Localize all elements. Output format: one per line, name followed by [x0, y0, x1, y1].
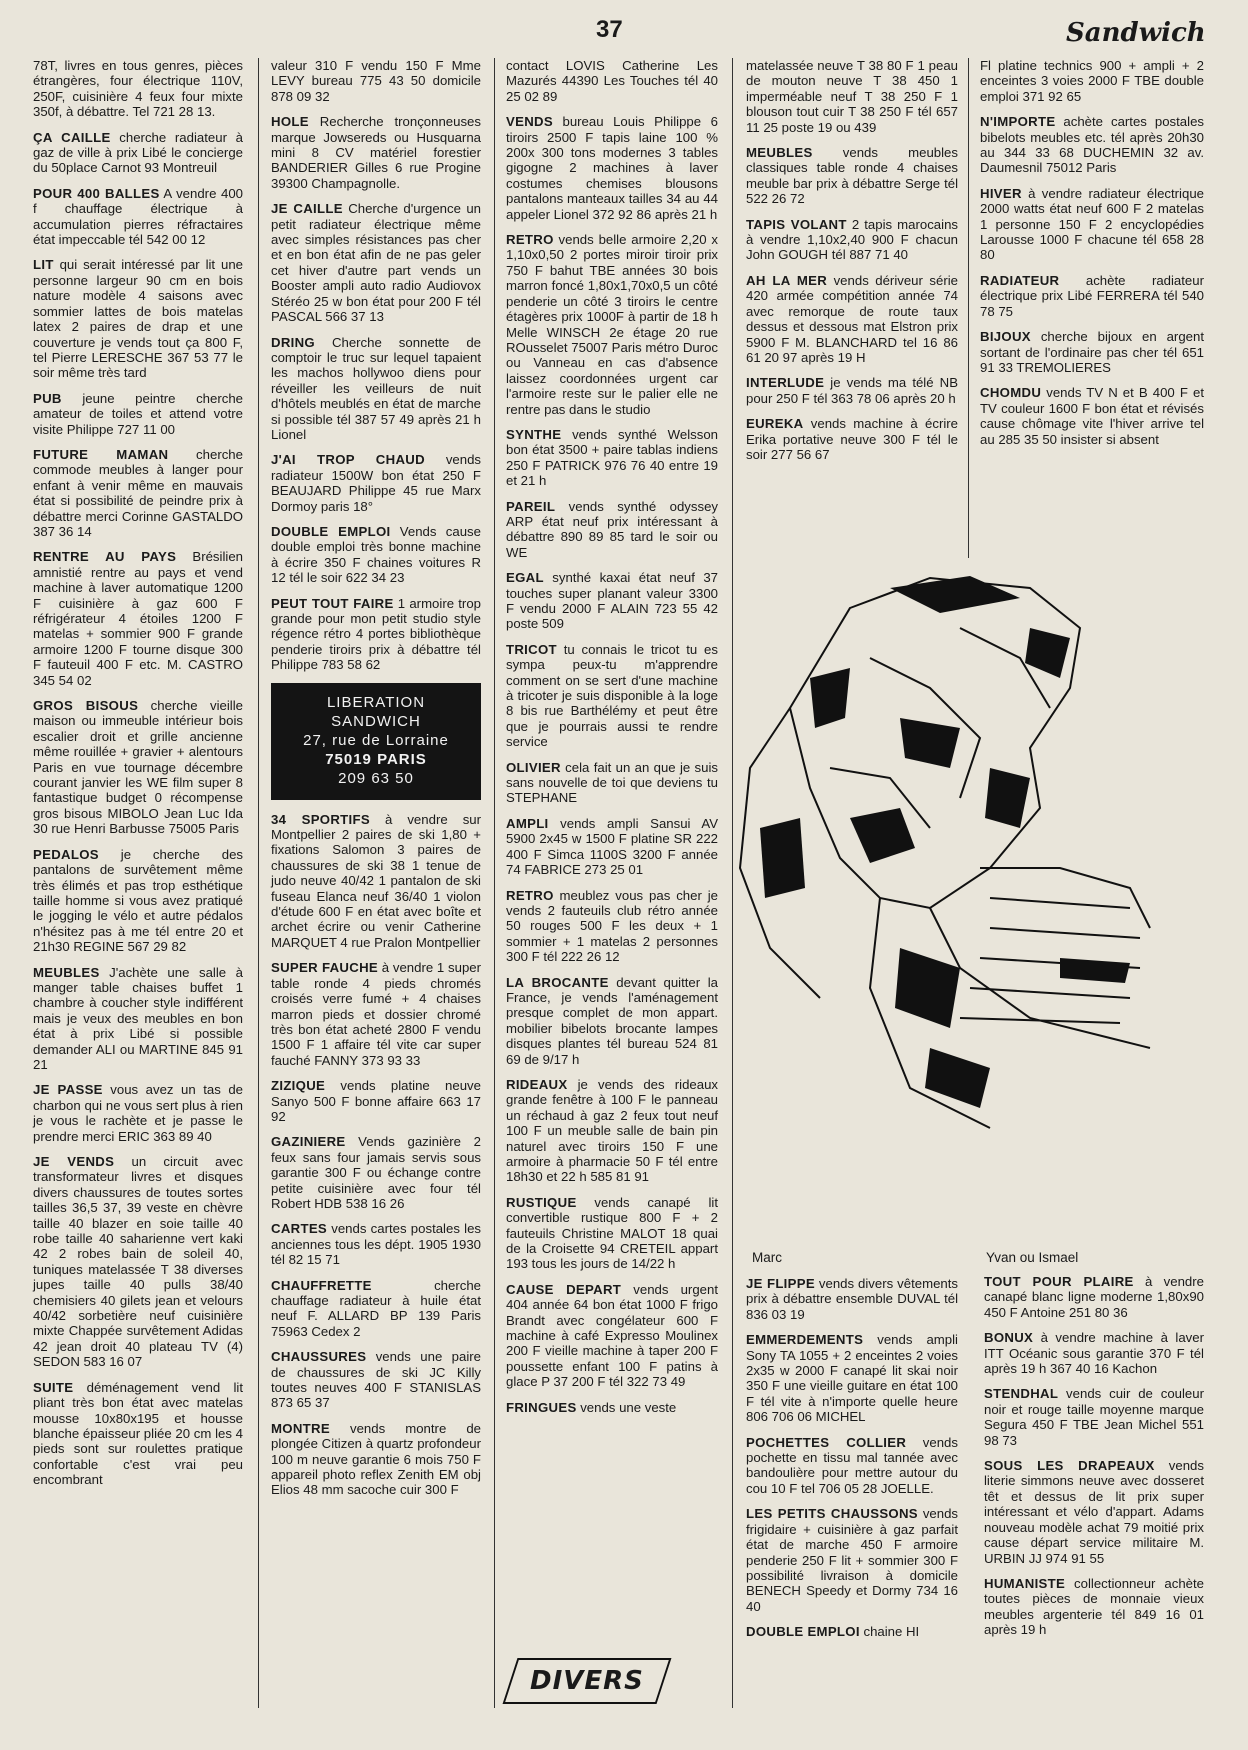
ad-keyword: ZIZIQUE: [271, 1078, 326, 1094]
classified-ad: [984, 1458, 1204, 1566]
box-line: 27, rue de Lorraine: [303, 731, 449, 749]
ad-keyword: PAREIL: [506, 498, 556, 514]
classified-ad: [506, 570, 718, 632]
ad-text: vends cartes postales les anciennes tous les dépt. 1905 1930 tél 82 15 71: [271, 1221, 481, 1268]
ad-keyword: CHAUSSURES: [271, 1349, 367, 1365]
ad-text: Vends gazinière 2 feux sans four jamais servis sous garantie 300 F ou échange contre petite cuisinière avec four tél Robert HDB 538 16 26: [271, 1134, 481, 1211]
ad-text: Brésilien amnistié rentre au pays et vend machine à laver automatique 1200 F cuisinière à gaz 600 F réfrigérateur 4 étoiles 1200 F matelas + sommier 900 F grande armoire 1200 F tourne disque 300 F fauteuil 400 F etc. M. CASTRO 345 54 02: [33, 549, 243, 688]
classified-ad: [506, 499, 718, 561]
ad-keyword: CHAUFFRETTE: [271, 1277, 372, 1293]
ad-keyword: TAPIS VOLANT: [746, 216, 847, 232]
classified-ad: [506, 1282, 718, 1390]
box-line: SANDWICH: [331, 712, 421, 730]
ad-keyword: BONUX: [984, 1330, 1034, 1346]
ad-keyword: JE FLIPPE: [746, 1276, 815, 1291]
ad-text: vends montre de plongée Citizen à quartz profondeur 100 m neuve garantie 6 mois 750 F appareil photo reflex Zenith EM obj Elios 48 mm sacoche cuir 300 F: [271, 1420, 481, 1498]
ad-text: vends cuir de couleur noir et rouge taille moyenne marque Segura 450 F TBE Jean Michel 551 98 73: [984, 1386, 1204, 1448]
classified-ad: [746, 1332, 958, 1424]
illustration-credit: Yvan ou Ismael: [986, 1250, 1079, 1265]
column-4-bottom: [746, 1276, 958, 1650]
ad-text: tu connais le tricot tu es sympa peux-tu m'apprendre comment on se sert d'une machine à tricoter je suis disponible à la loge 8 bis rue Barthélémy et peut être que je pourrais aussi te rendre service: [506, 641, 718, 750]
classified-ad: [746, 58, 958, 135]
ad-text: 78T, livres en tous genres, pièces étrangères, four électrique 110V, 250F, cuisinière 4 feux four mixte 350f, à débattre. Tel 721 28 13.: [33, 58, 243, 120]
classified-ad: [271, 1221, 481, 1267]
ad-text: vends une paire de chaussures de ski JC Killy toutes neuves 400 F STANISLAS 873 65 37: [271, 1349, 481, 1411]
classified-ad: [271, 524, 481, 586]
ad-text: vends synthé Welsson bon état 3500 + paire tablas indiens 250 F PATRICK 976 76 40 entre 19 et 21 h: [506, 426, 718, 489]
ad-keyword: SOUS LES DRAPEAUX: [984, 1458, 1155, 1474]
classified-ad: [33, 1082, 243, 1144]
classified-ad: [506, 888, 718, 965]
ad-keyword: EUREKA: [746, 416, 804, 432]
ad-text: achète radiateur électrique prix Libé FERRERA tél 540 78 75: [980, 272, 1204, 319]
ad-keyword: 34 SPORTIFS: [271, 811, 370, 827]
column-1: [33, 58, 243, 1498]
ad-keyword: RENTRE AU PAYS: [33, 549, 177, 565]
classified-ad: [271, 335, 481, 443]
category-label: DIVERS: [530, 1666, 644, 1696]
classified-ad: [33, 698, 243, 837]
ad-keyword: SUITE: [33, 1379, 74, 1395]
ad-keyword: RUSTIQUE: [506, 1194, 577, 1210]
ad-text: à vendre sur Montpellier 2 paires de ski 1,80 + fixations Salomon 3 paires de chaussures de ski 38 1 tenue de judo neuve 40/42 1 pantalon de ski fuseau Elanca neuf 36/40 1 violon d'étude 600 F en état avec boîte et archet écrire ou venir Catherine MARQUET 4 rue Pralon Montpellier: [271, 811, 482, 950]
ad-text: vends radiateur 1500W bon état 250 F BEAUJARD Philippe 45 rue Marx Dormoy paris 18°: [271, 452, 482, 514]
classified-ad: [506, 1195, 718, 1272]
ad-text: valeur 310 F vendu 150 F Mme LEVY bureau 775 43 50 domicile 878 09 32: [271, 58, 481, 104]
classified-ad: [980, 329, 1204, 375]
column-2: [271, 58, 481, 1508]
classified-ad: [33, 549, 243, 688]
box-line: 209 63 50: [338, 769, 414, 787]
classified-ad: [506, 642, 718, 750]
column-rule: [494, 58, 495, 1708]
classified-ad: [984, 1386, 1204, 1448]
classified-ad: [746, 1435, 958, 1497]
classified-ad: [271, 1134, 481, 1211]
ad-keyword: MEUBLES: [746, 145, 813, 161]
ad-keyword: LES PETITS CHAUSSONS: [746, 1506, 918, 1522]
ad-text: cherche radiateur à gaz de ville à prix Libé le concierge du 50place Carnot 93 Montreuil: [33, 129, 244, 176]
ad-keyword: TRICOT: [506, 641, 557, 657]
classified-ad: [33, 447, 243, 539]
ad-text: vends urgent 404 année 64 bon état 1000 F frigo Brandt avec congélateur 600 F machine à café Expresso Moulinex 200 F vieille machine à taper 200 F poussette enfant 100 F patins à glace P 37 200 F tél 322 73 49: [506, 1281, 718, 1390]
ad-keyword: GROS BISOUS: [33, 698, 139, 714]
classified-ad: [980, 385, 1204, 447]
ad-text: J'achète une salle à manger table chaises buffet 1 chambre à coucher style indifférent mais je veux des meubles en bon état à prix Libé si possible demander ALI ou MARTINE 845 91 21: [33, 964, 243, 1072]
ad-text: vends belle armoire 2,20 x 1,10x0,50 2 portes miroir tiroir prix 750 F bahut TBE années 30 bois marron foncé 1,80x1,70x0,5 un côté penderie un côté 3 tiroirs le centre étagères prix 1000F à partir de 18 h Melle WINSCH 2e étage 20 rue ROusselet 75007 Paris métro Duroc ou Vanneau en cas d'absence laissez coordonnées urgent car l'armoire reste sur le palier elle ne rentre pas dans le studio: [506, 232, 718, 417]
classified-ad: [746, 217, 958, 263]
ad-keyword: OLIVIER: [506, 759, 561, 775]
ad-text: à vendre canapé blanc ligne moderne 1,80x90 450 F Antoine 251 80 36: [984, 1274, 1204, 1320]
ad-text: cherche chauffage radiateur à huile état neuf F. ALLARD BP 139 Paris 75963 Cedex 2: [271, 1277, 481, 1339]
ad-text: je vends ma télé NB pour 250 F tél 363 78 06 après 20 h: [746, 375, 958, 406]
classified-ad: [271, 960, 481, 1068]
portrait-illustration: [730, 568, 1160, 1138]
ad-text: jeune peintre cherche amateur de toiles et attend votre visite Philippe 727 11 00: [33, 390, 243, 437]
column-4: [746, 58, 958, 472]
ad-text: vends literie simmons neuve avec dosseret têt et dessus de lit prix super intéressant et vélo d'appart. Adams nouveau modèle achat 79 moitié prix cause départ service militaire M. URBIN JJ 974 91 55: [984, 1458, 1204, 1566]
classified-ad: [271, 1078, 481, 1124]
ad-text: vends synthé odyssey ARP état neuf prix intéressant à débattre 890 89 85 tard le soir ou WE: [506, 498, 718, 560]
classified-ad: [271, 596, 481, 673]
ad-keyword: RADIATEUR: [980, 272, 1060, 288]
ad-text: matelassée neuve T 38 80 F 1 peau de mouton neuve T 38 450 1 imperméable neuf T 38 250 F 1 blouson tout cuir T 38 250 F tél 657 11 25 poste 19 ou 439: [746, 58, 958, 135]
ad-keyword: JE PASSE: [33, 1082, 103, 1098]
classified-ad: [506, 58, 718, 104]
ad-text: cela fait un an que je suis sans nouvelle de toi que deviens tu STEPHANE: [506, 759, 718, 806]
classified-ad: [506, 760, 718, 806]
ad-text: qui serait intéressé par lit une personne largeur 90 cm en bois nature modèle 4 saisons avec sommier lattes de bois matelas latex 2 paires de drap et une couverture je vends tout ça 800 F, tel Pierre LERESCHE 367 53 77 le soir même très tard: [33, 257, 243, 381]
classified-ad: [271, 812, 481, 951]
ad-text: un circuit avec transformateur livres et disques divers chaussures de toutes sortes tailles 36,5 37, 39 veste en chèvre taille 40 blazer en soie taille 40 robe taille 40 saharienne vert kaki 42 2 robes bain de soleil 40, tuniques matelassée T 38 diverses jupes taille 40 pulls 38/40 chemisiers 40 gilets jean et velours 40/42 sorbetière neuf cuisinière mixte Chappée survêtement Adidas 42 jean droit 40 plateau TV (4) SEDON 583 16 07: [33, 1154, 243, 1370]
ad-keyword: FUTURE MAMAN: [33, 446, 169, 462]
ad-keyword: LIT: [33, 257, 54, 273]
ad-keyword: RETRO: [506, 887, 554, 903]
ad-keyword: DOUBLE EMPLOI: [271, 523, 391, 539]
ad-text: collectionneur achète toutes pièces de monnaie vieux meubles argenterie tél 849 16 01 après 19 h: [984, 1575, 1204, 1638]
ad-text: vous avez un tas de charbon qui ne vous sert plus à rien je vous le rachète et je passe le prendre merci ERIC 363 89 40: [33, 1082, 243, 1144]
classified-ad: [33, 186, 243, 248]
ad-text: vends ampli Sansui AV 5900 2x45 w 1500 F platine SR 222 400 F Simca 1100S 3200 F année 74 FABRICE 273 25 01: [506, 815, 718, 878]
classified-ad: [506, 232, 718, 417]
classified-ad: [271, 1278, 481, 1340]
classified-ad: [33, 257, 243, 380]
ad-keyword: POUR 400 BALLES: [33, 185, 160, 201]
ad-keyword: SUPER FAUCHE: [271, 960, 379, 976]
ad-text: contact LOVIS Catherine Les Mazurés 44390 Les Touches tél 40 25 02 89: [506, 58, 718, 104]
classified-ad: [33, 1380, 243, 1488]
ad-keyword: RETRO: [506, 232, 554, 248]
ad-text: je vends des rideaux grande fenêtre à 100 F le panneau un réchaud à gaz 2 feux tout neuf 100 F un meuble salle de bain pin naturel avec tiroirs 150 F une armoire à pharmacie 50 F tél entre 18h30 et 22 h 585 81 91: [506, 1076, 718, 1185]
classified-ad: [271, 1421, 481, 1498]
ad-text: vends divers vêtements prix à débattre ensemble DUVAL tél 836 03 19: [746, 1276, 958, 1322]
classified-ad: [746, 1624, 958, 1639]
column-5: [980, 58, 1204, 457]
ad-keyword: SYNTHE: [506, 426, 562, 442]
classified-ad: [271, 114, 481, 191]
ad-text: cherche vieille maison ou immeuble intérieur bois escalier droit et grille ancienne même rouillée + gravier + alentours Paris en vue tournage décembre courant janvier les WE film super 8 fantastique budget 0 récompense gros bisous MIBOLO Jean Luc Ida 30 rue Henri Barbusse 75005 Paris: [33, 698, 244, 837]
ad-keyword: RIDEAUX: [506, 1076, 568, 1092]
classified-ad: [271, 58, 481, 104]
ad-keyword: CAUSE DEPART: [506, 1281, 622, 1297]
classified-ad: [33, 1154, 243, 1370]
ad-keyword: EGAL: [506, 570, 544, 586]
ad-text: meublez vous pas cher je vends 2 fauteuils club rétro année 50 rouges 500 F les deux + 1 sommier + 1 matelas 2 personnes 300 F tél 222 26 12: [506, 887, 718, 965]
ad-text: vends ampli Sony TA 1055 + 2 enceintes 2 voies 2x35 w 2000 F canapé lit skai noir 350 F une vieille guitare en état 100 F tél vite à n'importe quelle heure 806 706 06 MICHEL: [746, 1332, 958, 1425]
ad-keyword: HUMANISTE: [984, 1575, 1066, 1591]
ad-keyword: JE VENDS: [33, 1154, 115, 1169]
ad-text: déménagement vend lit pliant très bon état avec matelas mousse 10x80x195 et housse blanche épaisseur pliée 20 cm les 4 pieds sont sur roulettes pratique confortable c'est vrai peu encombrant: [33, 1379, 243, 1488]
ad-text: vends machine à écrire Erika portative neuve 300 F tél le soir 277 56 67: [746, 416, 958, 462]
category-banner: [503, 1658, 672, 1704]
ad-keyword: HOLE: [271, 114, 309, 130]
ad-text: vends une veste: [576, 1399, 677, 1415]
classified-ad: [33, 847, 243, 955]
ad-text: vends pochette en tissu mal tannée avec bandoulière pour mettre autour du cou 10 F tel 706 05 28 JOELLE.: [746, 1434, 958, 1496]
ad-keyword: J'AI TROP CHAUD: [271, 452, 425, 468]
classified-ad: [506, 114, 718, 222]
ad-text: 2 tapis marocains à vendre 1,10x2,40 900 F chacun John GOUGH tél 887 71 40: [746, 216, 958, 263]
ad-keyword: N'IMPORTE: [980, 114, 1056, 130]
page-number: 37: [596, 16, 623, 43]
classified-ad: [271, 201, 481, 324]
ad-keyword: FRINGUES: [506, 1399, 577, 1415]
section-title: Sandwich: [1066, 18, 1206, 48]
classified-ad: [33, 58, 243, 120]
ad-text: cherche commode meubles à langer pour enfant à venir même en mauvais état si possibilité de peindre prix à débattre merci Corinne GASTALDO 387 36 14: [33, 446, 243, 539]
box-line: LIBERATION: [326, 693, 426, 711]
ad-keyword: GAZINIERE: [271, 1134, 346, 1150]
classified-ad: [506, 1400, 718, 1415]
ad-keyword: VENDS: [506, 114, 553, 130]
ad-keyword: LA BROCANTE: [506, 974, 609, 990]
ad-text: Cherche sonnette de comptoir le truc sur lequel tapaient les machos hollywoo diens pour réveiller les veilleurs de nuit d'hôtels meublés en état de marche si possible tél 387 57 49 après 21 h Lionel: [271, 334, 481, 442]
classified-ad: [33, 965, 243, 1073]
ad-keyword: PUB: [33, 390, 62, 406]
classified-ad: [980, 114, 1204, 176]
ad-keyword: HIVER: [980, 185, 1022, 201]
ad-text: cherche bijoux en argent sortant de l'ordinaire pas cher tél 651 91 33 TREMOLIERES: [980, 329, 1204, 375]
classified-ad: [984, 1330, 1204, 1376]
ad-text: Recherche tronçonneuses marque Jowsereds ou Husquarna mini 8 CV matériel forestier BANDERIER Gilles 6 rue Progine 39300 Champagnolle.: [271, 114, 481, 191]
ad-keyword: MEUBLES: [33, 964, 100, 980]
ad-keyword: MONTRE: [271, 1420, 330, 1436]
ad-keyword: STENDHAL: [984, 1386, 1059, 1402]
classified-ad: [506, 1077, 718, 1185]
ad-text: vends meubles classiques table ronde 4 chaises meuble bar prix à débattre Serge tél 522 26 72: [746, 145, 958, 207]
classified-ad: [984, 1576, 1204, 1638]
ad-keyword: CARTES: [271, 1221, 328, 1237]
ad-text: vends dériveur série 420 armée compétition année 74 avec remorque de route taux dessus et dessous mat Elstron prix 5900 F M. BLANCHARD tel 16 86 61 20 97 après 19 H: [746, 272, 958, 365]
classified-ad: [506, 427, 718, 489]
ad-keyword: INTERLUDE: [746, 375, 825, 391]
ad-text: vends platine neuve Sanyo 500 F bonne affaire 663 17 92: [271, 1078, 481, 1124]
ad-keyword: BIJOUX: [980, 329, 1031, 345]
classified-ad: [746, 416, 958, 462]
ad-text: Vends cause double emploi très bonne machine à écrire 350 F chaines voitures R 12 tél le soir 622 34 23: [271, 523, 481, 586]
ad-keyword: AMPLI: [506, 815, 549, 831]
ad-text: 1 armoire trop grande pour mon petit studio style régence rétro 4 portes bibliothèque penderie tiroirs prix à débattre tél Philippe 783 58 62: [271, 595, 481, 673]
column-2-top: [271, 58, 481, 673]
ad-text: à vendre machine à laver ITT Océanic sous garantie 370 F tél après 19 h 367 40 16 Kachon: [984, 1330, 1204, 1377]
classified-ad: [746, 1276, 958, 1322]
ad-text: chaine HI: [859, 1624, 920, 1640]
ad-text: vends canapé lit convertible rustique 800 F + 2 fauteuils Christine MALOT 18 quai de la Croisette 94 CRETEIL appart 193 tous les jours de 14/22 h: [506, 1194, 718, 1272]
ad-text: à vendre radiateur électrique 2000 watts état neuf 600 F 2 matelas 1 personne 150 F 2 encyclopédies Larousse 1000 F chacune tél 658 28 80: [980, 185, 1204, 263]
classified-ad: [980, 58, 1204, 104]
ad-keyword: EMMERDEMENTS: [746, 1332, 864, 1348]
classified-ad: [746, 145, 958, 207]
ad-keyword: DRING: [271, 334, 315, 350]
ad-keyword: POCHETTES COLLIER: [746, 1434, 907, 1450]
column-3: [506, 58, 718, 1425]
column-rule: [968, 58, 969, 558]
classified-ad: [33, 130, 243, 176]
illustration-credit: Marc: [752, 1250, 782, 1265]
ad-keyword: JE CAILLE: [271, 201, 343, 217]
column-2-bottom: [271, 812, 481, 1498]
ad-keyword: TOUT POUR PLAIRE: [984, 1274, 1134, 1289]
classified-ad: [271, 1349, 481, 1411]
ad-text: vends frigidaire + cuisinière à gaz parfait état de marche 450 F armoire penderie 250 F lit + sommier 300 F possibilité livraison à domicile BENECH Speedy et Dormy 734 16 40: [746, 1506, 959, 1614]
ad-keyword: PEUT TOUT FAIRE: [271, 595, 394, 611]
classified-ad: [746, 1506, 958, 1614]
ad-text: A vendre 400 f chauffage électrique à accumulation pierres réfractaires état impeccable tél 542 00 12: [33, 185, 243, 248]
classified-ad: [746, 375, 958, 406]
ad-text: à vendre 1 super table ronde 4 pieds chromés croisés verre fumé + 4 chaises marron pieds et dossier chromé très bon état acheté 2800 F vendu 1500 F 1 affaire tél vite car super fauché FANNY 373 93 33: [271, 960, 482, 1068]
classified-ad: [980, 273, 1204, 319]
ad-text: Fl platine technics 900 + ampli + 2 enceintes 3 voies 2000 F TBE double emploi 371 92 65: [980, 58, 1204, 104]
ad-keyword: AH LA MER: [746, 272, 828, 288]
ad-text: bureau Louis Philippe 6 tiroirs 2500 F tapis laine 100 % 200x 300 tons modernes 3 tables gigogne 2 machines à laver costumes chemises blousons pantalons manteaux tailles 34 au 44 appeler Lionel 372 92 86 après 21 h: [506, 114, 718, 222]
ad-text: Cherche d'urgence un petit radiateur électrique même avec simples résistances pas cher et en bon état afin de ne pas geler cet hiver d'autre part vends un Booster ampli auto radio Audiovox Stéréo 25 w bon état pour 200 F tél PASCAL 566 37 13: [271, 201, 481, 325]
ad-text: vends TV N et B 400 F et TV couleur 1600 F bon état et révisés cause chômage vite l'hiver arrive tel au 285 35 50 insister si absent: [980, 385, 1204, 447]
ad-keyword: PEDALOS: [33, 846, 99, 862]
ad-text: achète cartes postales bibelots meubles etc. tél après 20h30 au 344 33 68 DUCHEMIN 32 av. Daumesnil 75012 Paris: [980, 114, 1204, 176]
ad-text: synthé kaxai état neuf 37 touches super planant valeur 3300 F vendu 2000 F ALAIN 723 55 42 poste 509: [506, 570, 718, 632]
column-rule: [258, 58, 259, 1708]
classified-ad: [984, 1274, 1204, 1320]
classified-ad: [506, 816, 718, 878]
box-line: 75019 PARIS: [325, 750, 427, 768]
classified-ad: [980, 186, 1204, 263]
classified-ad: [33, 391, 243, 437]
ad-text: je cherche des pantalons de survêtement même très élimés et pas trop esthétique taille homme si vous avez pratiqué le jogging le vélo et autre pédalos n'hésitez pas à me tél entre 20 et 21h30 REGINE 567 29 82: [33, 846, 243, 955]
classified-ad: [506, 975, 718, 1067]
address-box: [271, 683, 481, 800]
ad-keyword: DOUBLE EMPLOI: [746, 1624, 860, 1640]
ad-keyword: CHOMDU: [980, 385, 1042, 401]
ad-keyword: ÇA CAILLE: [33, 129, 111, 145]
ad-text: devant quitter la France, je vends l'aménagement presque complet de mon appart. mobilier bibelots brocante lampes disques plantes tél bureau 524 81 69 de 9/17 h: [506, 974, 718, 1067]
column-5-bottom: [984, 1274, 1204, 1648]
classified-ad: [271, 452, 481, 514]
classified-ad: [746, 273, 958, 365]
